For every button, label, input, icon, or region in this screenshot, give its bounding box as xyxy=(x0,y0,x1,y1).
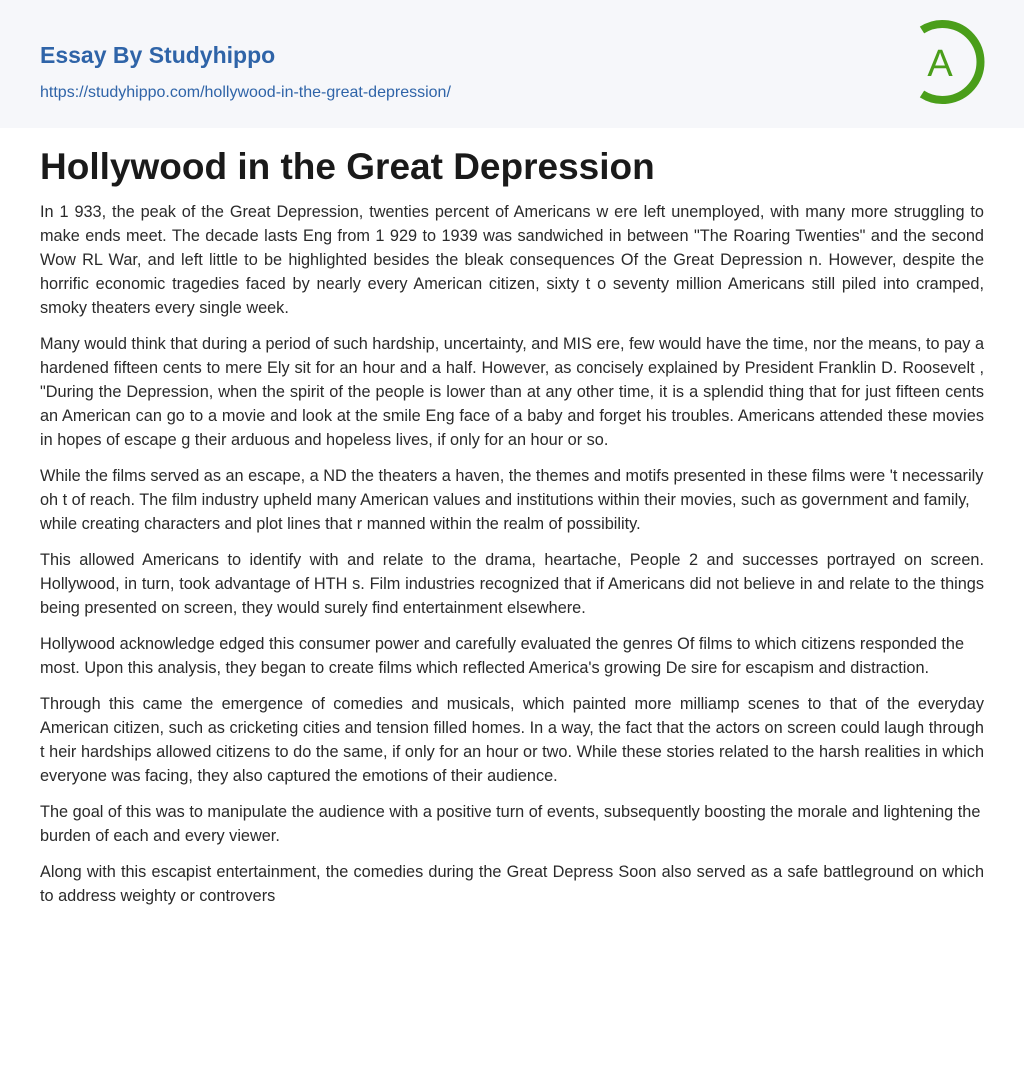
studyhippo-logo-icon xyxy=(906,18,990,106)
essay-url-link[interactable]: https://studyhippo.com/hollywood-in-the-great-depression/ xyxy=(40,84,451,101)
essay-body xyxy=(40,200,984,920)
paragraph: Hollywood acknowledge edged this consumer power and carefully evaluated the genres Of films to which citizens responded the most. Upon this analysis, they began to create films which reflected America's growing De sire for escapism and distraction. xyxy=(40,635,965,677)
paragraph: While the films served as an escape, a ND the theaters a haven, the themes and motifs presented in these films were 't necessarily oh t of reach. The film industry upheld many American values and institutions within their movies, such as government and family, while creating characters and plot lines that r manned within the realm of possibility. xyxy=(40,467,984,533)
paragraph: In 1 933, the peak of the Great Depression, twenties percent of Americans w ere left unemployed, with many more struggling to make ends meet. The decade lasts Eng from 1 929 to 1939 was sandwiched in between "The Roaring Twenties" and the second Wow RL War, and left little to be highlighted besides the bleak consequences Of the Great Depression n. However, despite the horrific economic tragedies faced by nearly every American citizen, sixty t o seventy million Americans still piled into cramped, smoky theaters every single week. xyxy=(40,203,984,317)
paragraph: Along with this escapist entertainment, the comedies during the Great Depress Soon also served as a safe battleground on which to address weighty or controvers xyxy=(40,863,984,905)
paragraph: The goal of this was to manipulate the audience with a positive turn of events, subsequently boosting the morale and lightening the burden of each and every viewer. xyxy=(40,803,981,845)
site-header xyxy=(0,0,1024,128)
paragraph: Many would think that during a period of such hardship, uncertainty, and MIS ere, few would have the time, nor the means, to pay a hardened fifteen cents to mere Ely sit for an hour and a half. However, as concisely explained by President Franklin D. Roosevelt , "During the Depression, when the spirit of the people is lower than at any other time, it is a splendid thing that for just fifteen cents an American can go to a movie and look at the smile Eng face of a baby and forget his troubles. Americans attended these movies in hopes of escape g their arduous and hopeless lives, if only for an hour or so. xyxy=(40,335,984,449)
paragraph: This allowed Americans to identify with and relate to the drama, heartache, People 2 and successes portrayed on screen. Hollywood, in turn, took advantage of HTH s. Film industries recognized that if Americans did not believe in and relate to the things being presented on screen, they would surely find entertainment elsewhere. xyxy=(40,551,984,617)
svg-text:A: A xyxy=(927,43,953,85)
paragraph: Through this came the emergence of comedies and musicals, which painted more milliamp scenes to that of the everyday American citizen, such as cricketing cities and tension filled homes. In a way, the fact that the actors on screen could laugh through t heir hardships allowed citizens to do the same, if only for an hour or two. While these stories related to the harsh realities in which everyone was facing, they also captured the emotions of their audience. xyxy=(40,695,984,785)
page-title: Hollywood in the Great Depression xyxy=(40,146,655,187)
brand-title: Essay By Studyhippo xyxy=(40,42,276,68)
